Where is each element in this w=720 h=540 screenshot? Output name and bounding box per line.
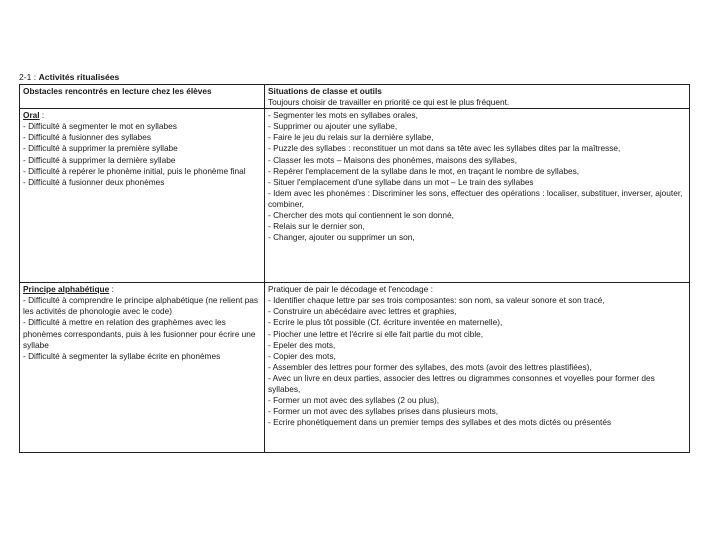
principe-label: Principe alphabétique	[23, 284, 110, 295]
header-row	[20, 85, 690, 109]
header-obstacles-label: Obstacles rencontrés en lecture chez les élèves	[23, 86, 212, 96]
header-situations	[265, 85, 690, 109]
list-item: - Difficulté à segmenter le mot en syllabes	[23, 121, 177, 132]
section-heading: Activités ritualisées	[38, 72, 120, 82]
list-item: - Epeler des mots,	[268, 339, 336, 350]
list-item: - Faire le jeu du relais sur la dernière syllabe,	[268, 132, 434, 143]
oral-label: Oral	[23, 110, 40, 121]
list-item: - Piocher une lettre et l'écrire si elle fait partie du mot cible,	[268, 328, 484, 339]
oral-label-suffix: :	[39, 110, 45, 121]
principe-label-line	[23, 284, 261, 295]
list-item: - Construire un abécédaire avec lettres et graphies,	[268, 306, 457, 317]
list-item: - Difficulté à fusionner des syllabes	[23, 132, 152, 143]
list-item: - Ecrire phonétiquement dans un premier temps des syllabes et des mots dictés ou présentés	[268, 417, 612, 428]
list-item: - Difficulté à supprimer la dernière syllabe	[23, 154, 176, 165]
list-item: - Changer, ajouter ou supprimer un son,	[268, 232, 415, 243]
list-item: - Segmenter les mots en syllabes orales,	[268, 110, 418, 121]
list-item: - Difficulté à fusionner deux phonèmes	[23, 176, 165, 187]
principe-intro: Pratiquer de pair le décodage et l'encodage :	[268, 284, 433, 295]
header-obstacles	[20, 85, 265, 109]
list-item: - Supprimer ou ajouter une syllabe,	[268, 121, 398, 132]
oral-label-line	[23, 110, 261, 121]
list-item: - Relais sur le dernier son,	[268, 221, 365, 232]
list-item: - Former un mot avec des syllabes (2 ou plus),	[268, 395, 440, 406]
list-item: - Difficulté à repérer le phonème initial, puis le phonème final	[23, 165, 246, 176]
list-item: - Difficulté à supprimer la première syllabe	[23, 143, 178, 154]
table-row-principe	[20, 283, 690, 453]
document	[19, 72, 690, 453]
list-item: - Situer l'emplacement d'une syllabe dans un mot – Le train des syllabes	[268, 176, 534, 187]
list-item: - Assembler des lettres pour former des syllabes, des mots (avoir des lettres plastifiées),	[268, 361, 592, 372]
list-item: - Difficulté à segmenter la syllabe écrite en phonèmes	[23, 350, 221, 361]
list-item: - Puzzle des syllabes : reconstituer un mot dans sa tête avec les syllabes dites par la maîtresse,	[268, 143, 621, 154]
principe-label-suffix: :	[109, 284, 114, 295]
oral-obstacles-cell	[20, 109, 265, 283]
list-item: - Ecrire le plus tôt possible (Cf. écriture inventée en maternelle),	[268, 317, 503, 328]
list-item: - Avec un livre en deux parties, associer des lettres ou digrammes consonnes et voyelles pour former des syllabes,	[268, 372, 655, 395]
section-number: 2-1 :	[19, 72, 37, 82]
header-situations-subtitle: Toujours choisir de travailler en priorité ce qui est le plus fréquent.	[268, 97, 510, 108]
table-row-oral	[20, 109, 690, 283]
activities-table	[19, 84, 690, 453]
list-item: - Idem avec les phonèmes : Discriminer les sons, effectuer des opérations : localiser, substituer, inverser, ajouter, combiner,	[268, 187, 683, 209]
list-item: - Repérer l'emplacement de la syllabe dans le mot, en traçant le nombre de syllabes,	[268, 165, 580, 176]
principe-obstacles-cell	[20, 283, 265, 453]
list-item: - Chercher des mots qui contiennent le son donné,	[268, 210, 454, 221]
principe-situations-cell	[265, 283, 690, 453]
list-item: - Identifier chaque lettre par ses trois composantes: son nom, sa valeur sonore et son tracé,	[268, 295, 605, 306]
list-item: - Former un mot avec des syllabes prises dans plusieurs mots,	[268, 406, 499, 417]
list-item: - Classer les mots – Maisons des phonèmes, maisons des syllabes,	[268, 154, 518, 165]
oral-situations-cell	[265, 109, 690, 283]
list-item: - Copier des mots,	[268, 350, 336, 361]
header-situations-title: Situations de classe et outils	[268, 86, 382, 96]
list-item: - Difficulté à comprendre le principe alphabétique (ne relient pas les activités de phonologie avec le code)	[23, 295, 259, 317]
list-item: - Difficulté à mettre en relation des graphèmes avec les phonèmes correspondants, puis à les fusionner pour écrire une syllabe	[23, 317, 256, 350]
section-title	[19, 72, 690, 84]
